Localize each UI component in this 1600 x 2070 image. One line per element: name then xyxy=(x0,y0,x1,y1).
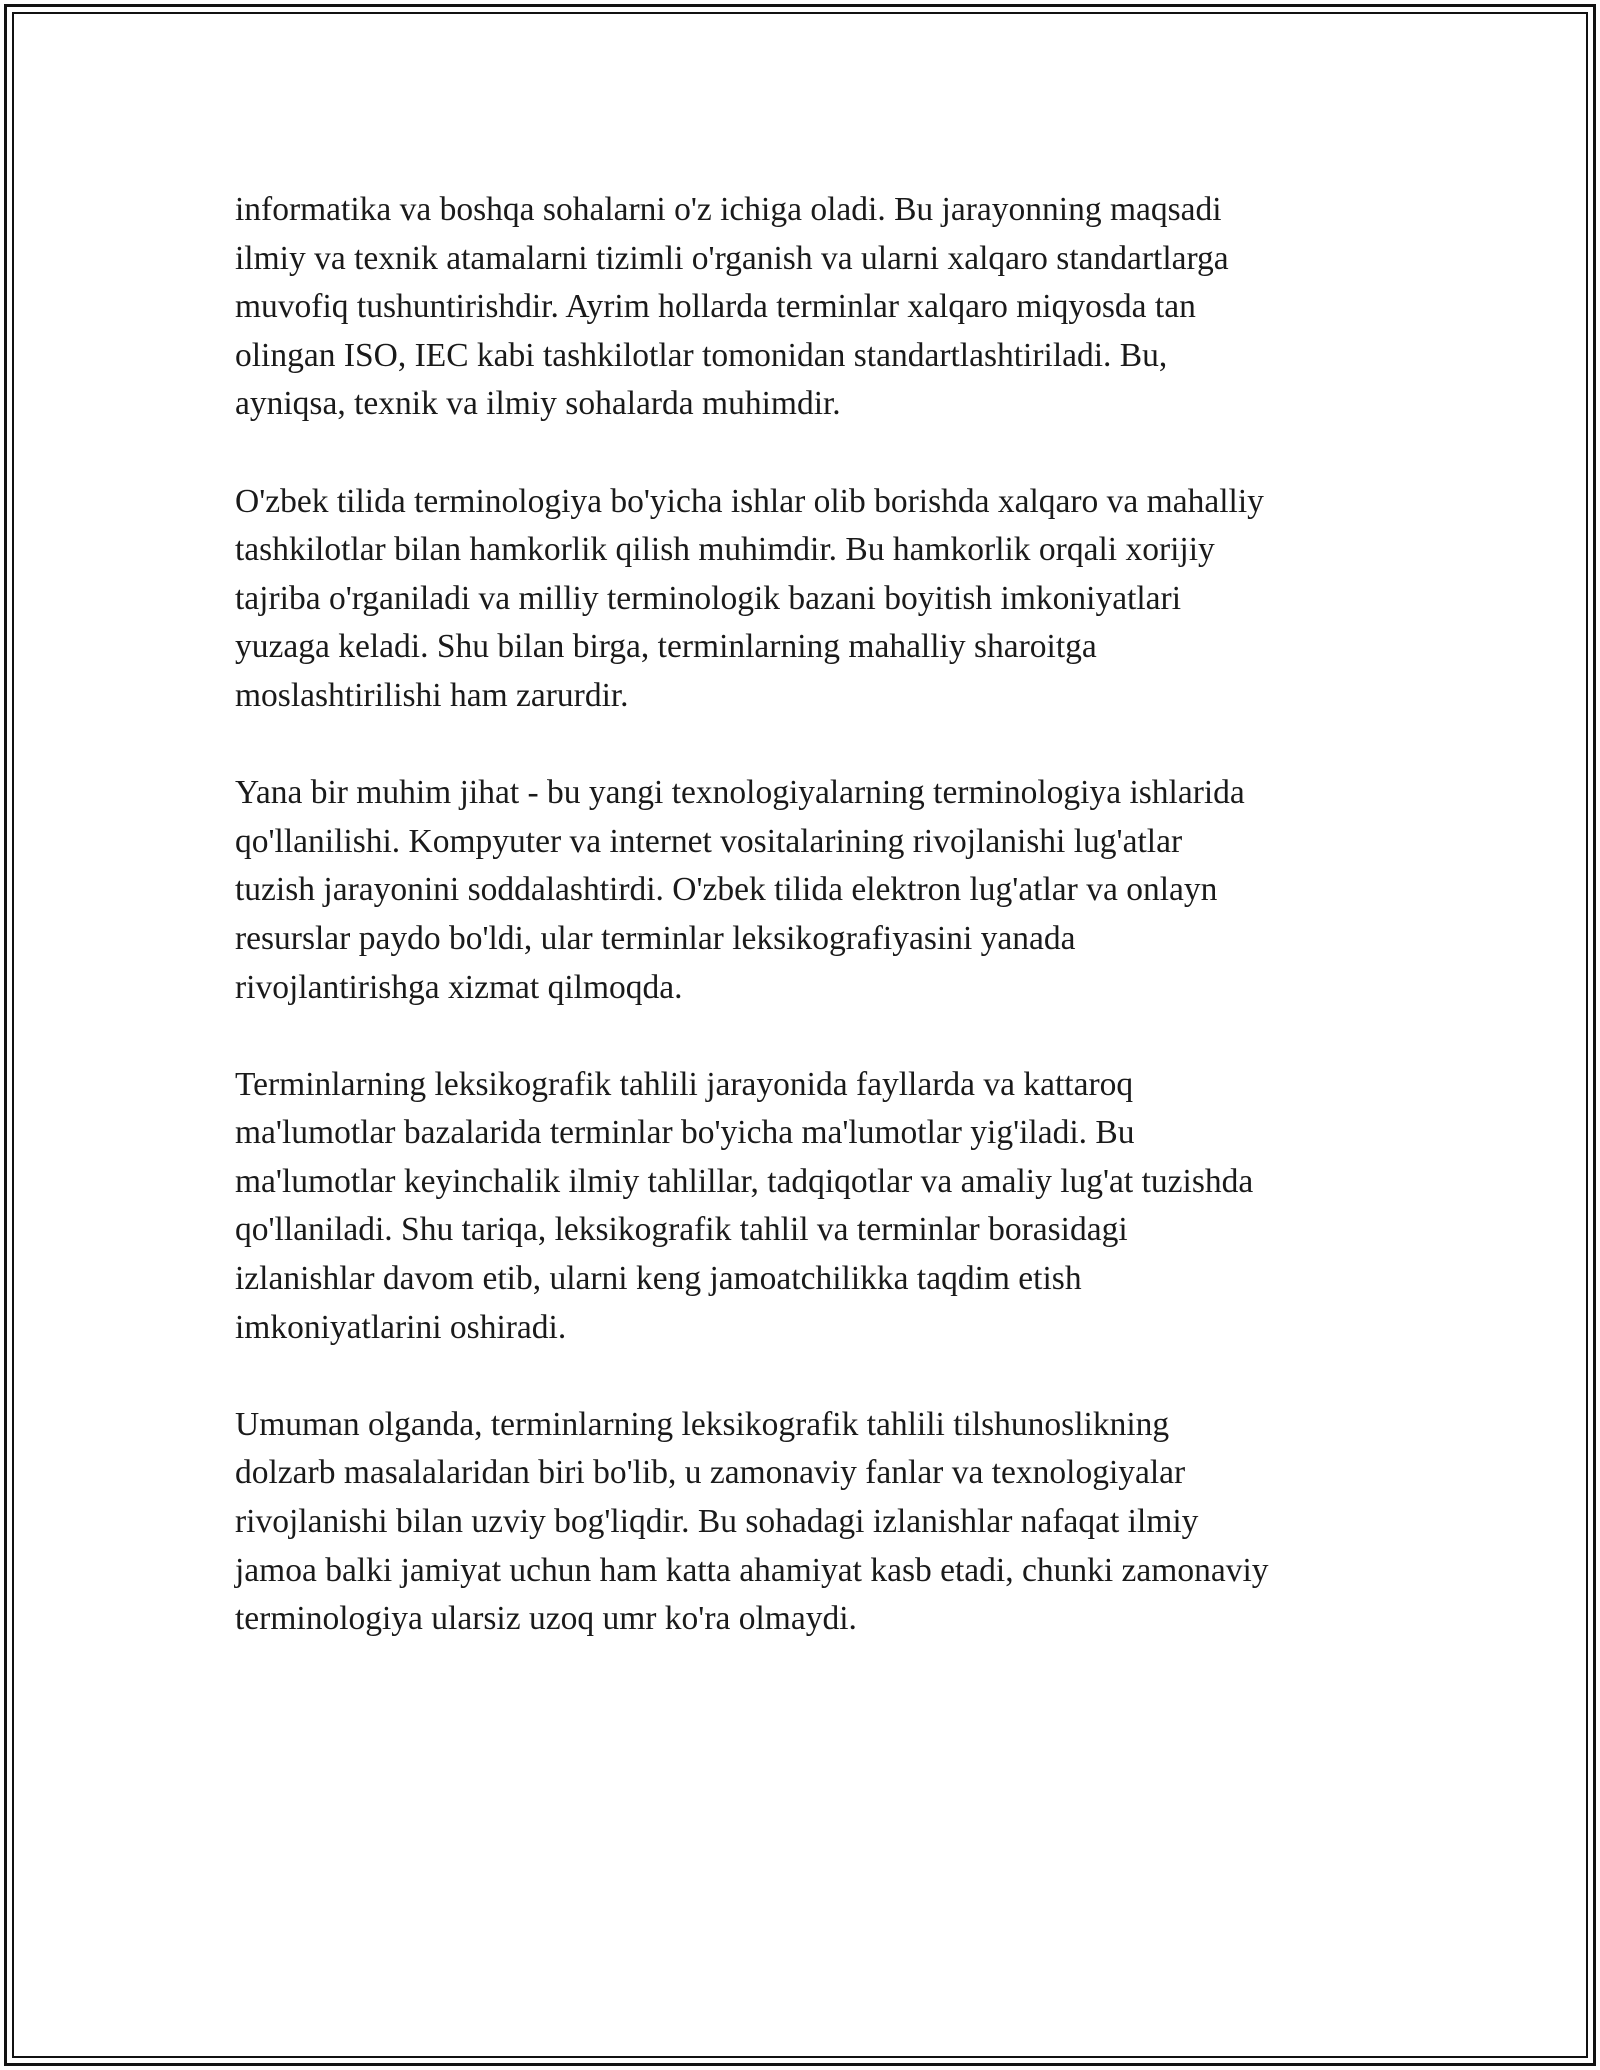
text-line: muvofiq tushuntirishdir. Ayrim hollarda terminlar xalqaro miqyosda tan xyxy=(235,288,1196,326)
text-line: jamoa balki jamiyat uchun ham katta ahamiyat kasb etadi, chunki zamonaviy xyxy=(235,1551,1269,1589)
paragraph-2 xyxy=(235,478,1375,721)
paragraph-5 xyxy=(235,1401,1375,1644)
text-line: moslashtirilishi ham zarurdir. xyxy=(235,676,629,714)
text-line: ilmiy va texnik atamalarni tizimli o'rganish va ularni xalqaro standartlarga xyxy=(235,239,1229,277)
text-line: rivojlantirishga xizmat qilmoqda. xyxy=(235,968,683,1006)
text-line: tuzish jarayonini soddalashtirdi. O'zbek tilida elektron lug'atlar va onlayn xyxy=(235,871,1218,909)
text-line: qo'llanilishi. Kompyuter va internet vositalarining rivojlanishi lug'atlar xyxy=(235,822,1183,860)
text-line: Terminlarning leksikografik tahlili jarayonida fayllarda va kattaroq xyxy=(235,1065,1134,1103)
text-line: ma'lumotlar bazalarida terminlar bo'yicha ma'lumotlar yig'iladi. Bu xyxy=(235,1114,1135,1152)
text-line: ayniqsa, texnik va ilmiy sohalarda muhimdir. xyxy=(235,385,841,423)
text-line: tashkilotlar bilan hamkorlik qilish muhimdir. Bu hamkorlik orqali xorijiy xyxy=(235,531,1215,569)
text-line: resurslar paydo bo'ldi, ular terminlar leksikografiyasini yanada xyxy=(235,919,1076,957)
document-body xyxy=(235,186,1375,1692)
text-line: dolzarb masalalaridan biri bo'lib, u zamonaviy fanlar va texnologiyalar xyxy=(235,1454,1186,1492)
text-line: tajriba o'rganiladi va milliy terminologik bazani boyitish imkoniyatlari xyxy=(235,579,1182,617)
text-line: ma'lumotlar keyinchalik ilmiy tahlillar, tadqiqotlar va amaliy lug'at tuzishda xyxy=(235,1162,1254,1200)
text-line: rivojlanishi bilan uzviy bog'liqdir. Bu sohadagi izlanishlar nafaqat ilmiy xyxy=(235,1503,1199,1541)
text-line: olingan ISO, IEC kabi tashkilotlar tomonidan standartlashtiriladi. Bu, xyxy=(235,336,1168,374)
text-line: O'zbek tilida terminologiya bo'yicha ishlar olib borishda xalqaro va mahalliy xyxy=(235,482,1264,520)
text-line: Umuman olganda, terminlarning leksikografik tahlili tilshunoslikning xyxy=(235,1405,1170,1443)
text-line: imkoniyatlarini oshiradi. xyxy=(235,1308,567,1346)
text-line: terminologiya ularsiz uzoq umr ko'ra olmaydi. xyxy=(235,1600,857,1638)
text-line: izlanishlar davom etib, ularni keng jamoatchilikka taqdim etish xyxy=(235,1260,1082,1298)
text-line: Yana bir muhim jihat - bu yangi texnologiyalarning terminologiya ishlarida xyxy=(235,774,1245,812)
paragraph-1 xyxy=(235,186,1375,429)
text-line: yuzaga keladi. Shu bilan birga, terminlarning mahalliy sharoitga xyxy=(235,628,1097,666)
paragraph-4 xyxy=(235,1061,1375,1353)
text-line: informatika va boshqa sohalarni o'z ichiga oladi. Bu jarayonning maqsadi xyxy=(235,191,1222,228)
text-line: qo'llaniladi. Shu tariqa, leksikografik tahlil va terminlar borasidagi xyxy=(235,1211,1128,1249)
paragraph-3 xyxy=(235,769,1375,1012)
